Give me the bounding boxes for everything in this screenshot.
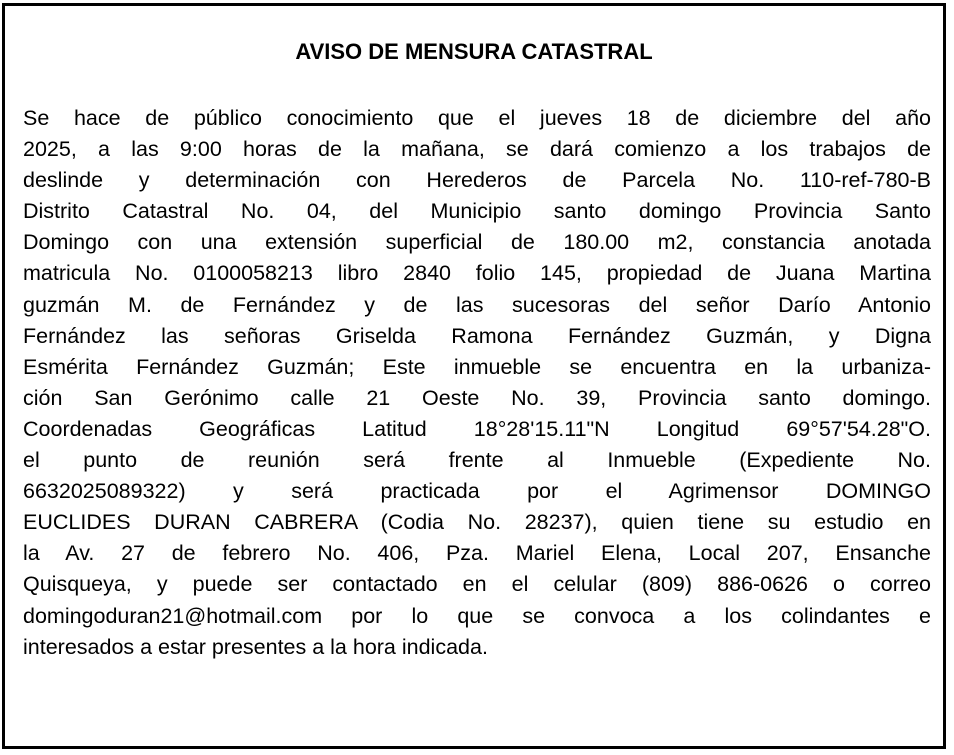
notice-line: Domingo con una extensión superficial de 180.00 m2, constancia anotada bbox=[23, 230, 931, 255]
notice-line: la Av. 27 de febrero No. 406, Pza. Mariel Elena, Local 207, Ensanche bbox=[23, 541, 931, 566]
notice-line: matricula No. 0100058213 libro 2840 folio 145, propiedad de Juana Martina bbox=[23, 261, 931, 286]
notice-line: Coordenadas Geográficas Latitud 18°28'15.11"N Longitud 69°57'54.28"O. bbox=[23, 416, 931, 441]
notice-line: guzmán M. de Fernández y de las sucesoras del señor Darío Antonio bbox=[23, 292, 931, 317]
notice-line: interesados a estar presentes a la hora indicada. bbox=[23, 634, 488, 659]
notice-line: Esmérita Fernández Guzmán; Este inmueble se encuentra en la urbaniza- bbox=[23, 354, 931, 379]
notice-frame bbox=[2, 3, 946, 749]
notice-line: Se hace de público conocimiento que el jueves 18 de diciembre del año bbox=[23, 106, 931, 130]
notice-body bbox=[23, 103, 931, 663]
notice-line: 6632025089322) y será practicada por el Agrimensor DOMINGO bbox=[23, 479, 931, 504]
notice-line: domingoduran21@hotmail.com por lo que se convoca a los colindantes e bbox=[23, 603, 931, 628]
notice-line: 2025, a las 9:00 horas de la mañana, se dará comienzo a los trabajos de bbox=[23, 137, 931, 162]
notice-line: Distrito Catastral No. 04, del Municipio santo domingo Provincia Santo bbox=[23, 199, 931, 224]
notice-line: ción San Gerónimo calle 21 Oeste No. 39, Provincia santo domingo. bbox=[23, 385, 931, 410]
notice-line: Quisqueya, y puede ser contactado en el celular (809) 886-0626 o correo bbox=[23, 572, 931, 597]
notice-line: deslinde y determinación con Herederos de Parcela No. 110-ref-780-B bbox=[23, 168, 931, 193]
notice-line: el punto de reunión será frente al Inmueble (Expediente No. bbox=[23, 448, 931, 473]
notice-line: Fernández las señoras Griselda Ramona Fernández Guzmán, y Digna bbox=[23, 323, 931, 348]
notice-title: AVISO DE MENSURA CATASTRAL bbox=[295, 39, 653, 64]
notice-line: EUCLIDES DURAN CABRERA (Codia No. 28237), quien tiene su estudio en bbox=[23, 510, 931, 535]
